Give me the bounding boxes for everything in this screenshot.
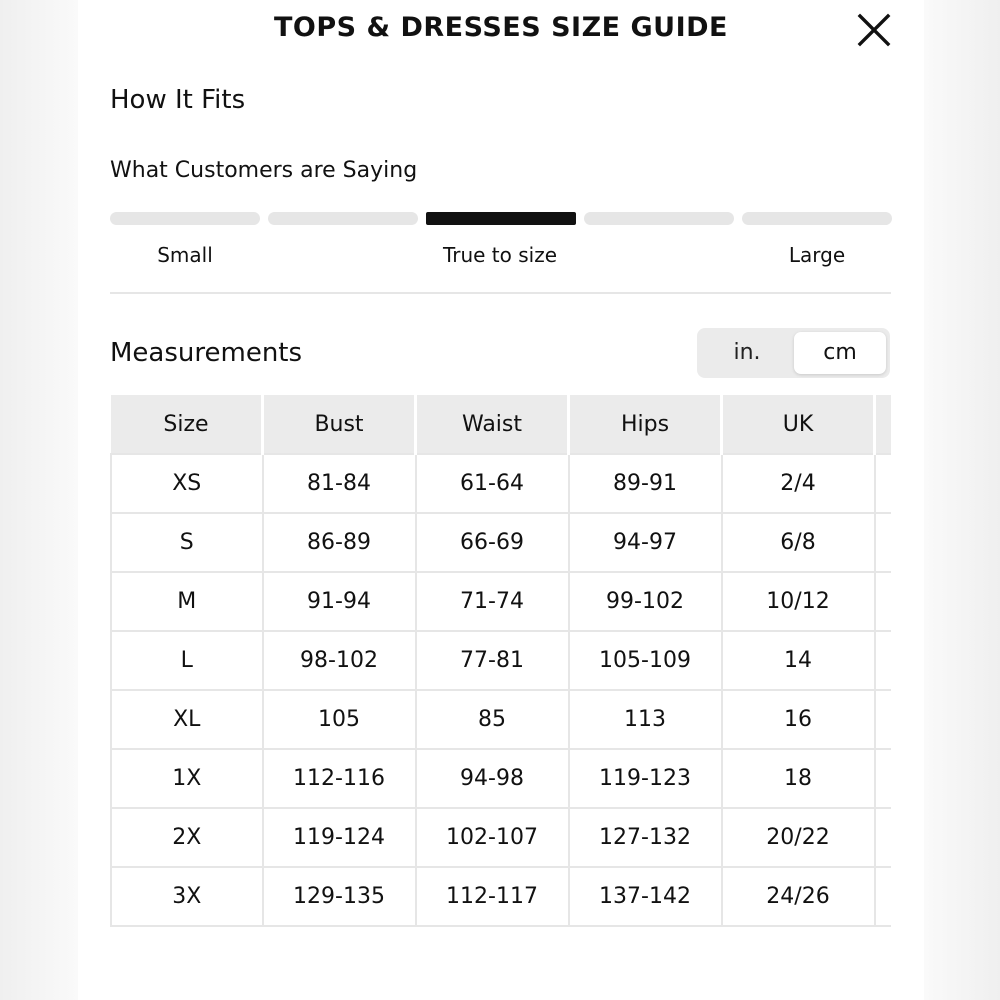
fit-scale-segment-3-selected [426, 212, 576, 225]
table-row [111, 454, 891, 513]
customers-saying-subheading: What Customers are Saying [110, 158, 418, 183]
size-table-scroll-area[interactable] [110, 395, 891, 928]
fit-scale-segment-2 [268, 212, 418, 225]
table-cell: M [111, 572, 263, 631]
size-guide-modal [78, 0, 924, 1000]
column-header-bust: Bust [263, 395, 416, 454]
section-divider [110, 292, 891, 294]
table-cell: 119-123 [569, 749, 722, 808]
column-header-size: Size [111, 395, 263, 454]
table-cell: 112-116 [263, 749, 416, 808]
table-cell: 94-97 [569, 513, 722, 572]
table-cell: 2X [111, 808, 263, 867]
table-cell: 6/8 [722, 513, 875, 572]
table-cell: 89-91 [569, 454, 722, 513]
table-cell: 119-124 [263, 808, 416, 867]
table-cell: 137-142 [569, 867, 722, 926]
fit-label-large: Large [788, 243, 846, 267]
table-cell: 94-98 [416, 749, 569, 808]
table-row [111, 749, 891, 808]
table-cell: 91-94 [263, 572, 416, 631]
column-header-uk: UK [722, 395, 875, 454]
column-header-overflow [875, 395, 892, 454]
table-cell: 86-89 [263, 513, 416, 572]
table-row [111, 808, 891, 867]
table-cell: 99-102 [569, 572, 722, 631]
table-row [111, 631, 891, 690]
table-cell: 10/12 [722, 572, 875, 631]
table-cell: 113 [569, 690, 722, 749]
table-row [111, 867, 891, 926]
table-cell: S [111, 513, 263, 572]
table-cell: 81-84 [263, 454, 416, 513]
fit-scale-segment-5 [742, 212, 892, 225]
table-row [111, 690, 891, 749]
table-cell: XL [111, 690, 263, 749]
table-cell: 98-102 [263, 631, 416, 690]
table-cell: 102-107 [416, 808, 569, 867]
column-header-hips: Hips [569, 395, 722, 454]
table-cell: 61-64 [416, 454, 569, 513]
size-table [110, 395, 891, 927]
fit-scale-segment-1 [110, 212, 260, 225]
unit-option-inches[interactable]: in. [733, 340, 761, 365]
column-header-waist: Waist [416, 395, 569, 454]
table-cell: 112-117 [416, 867, 569, 926]
table-cell-overflow [875, 631, 892, 690]
table-cell: 127-132 [569, 808, 722, 867]
unit-toggle [697, 328, 890, 378]
table-cell-overflow [875, 808, 892, 867]
table-cell: 18 [722, 749, 875, 808]
table-cell: 85 [416, 690, 569, 749]
table-cell: 3X [111, 867, 263, 926]
table-cell-overflow [875, 690, 892, 749]
table-cell-overflow [875, 454, 892, 513]
table-cell: 2/4 [722, 454, 875, 513]
table-cell-overflow [875, 867, 892, 926]
table-cell: 14 [722, 631, 875, 690]
fit-scale-segment-4 [584, 212, 734, 225]
how-it-fits-heading: How It Fits [110, 85, 246, 115]
table-cell: 1X [111, 749, 263, 808]
table-cell-overflow [875, 572, 892, 631]
close-icon [854, 10, 894, 50]
table-row [111, 513, 891, 572]
table-cell: 16 [722, 690, 875, 749]
fit-label-true-to-size: True to size [442, 243, 558, 267]
table-cell: 129-135 [263, 867, 416, 926]
table-cell: 20/22 [722, 808, 875, 867]
unit-option-cm-selected[interactable]: cm [794, 332, 886, 374]
table-header-row [111, 395, 891, 454]
table-cell: 105-109 [569, 631, 722, 690]
table-cell: 77-81 [416, 631, 569, 690]
table-cell: 105 [263, 690, 416, 749]
table-cell-overflow [875, 513, 892, 572]
fit-label-small: Small [157, 243, 213, 267]
table-cell-overflow [875, 749, 892, 808]
modal-title: TOPS & DRESSES SIZE GUIDE [274, 12, 728, 43]
background-left-edge [0, 0, 78, 1000]
measurements-heading: Measurements [110, 338, 303, 368]
close-button[interactable] [854, 10, 894, 50]
table-cell: XS [111, 454, 263, 513]
table-row [111, 572, 891, 631]
table-cell: L [111, 631, 263, 690]
table-cell: 71-74 [416, 572, 569, 631]
table-cell: 24/26 [722, 867, 875, 926]
background-right-edge [924, 0, 1000, 1000]
table-cell: 66-69 [416, 513, 569, 572]
